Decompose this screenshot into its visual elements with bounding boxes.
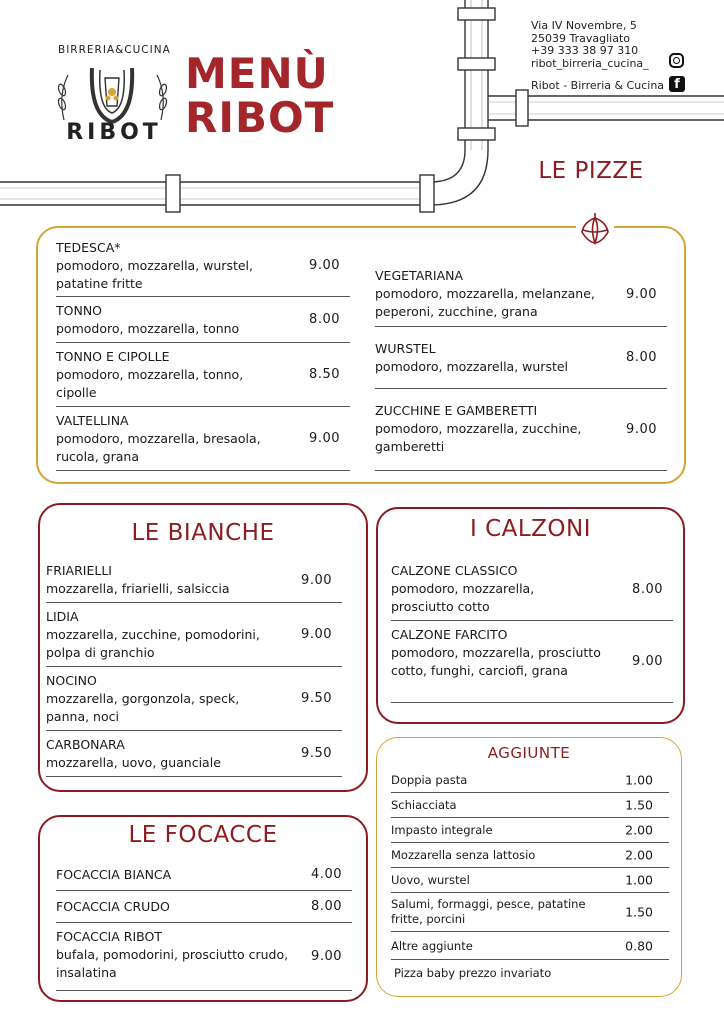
artichoke-icon — [576, 210, 614, 246]
focacce-list — [56, 860, 352, 996]
bianche-list — [46, 560, 342, 780]
focacce-title: LE FOCACCE — [128, 822, 278, 848]
list-item: FRIARIELLI mozzarella, friarielli, salsiccia 9.00 — [46, 560, 342, 603]
aggiunte-note: Pizza baby prezzo invariato — [394, 966, 552, 980]
address-line1: Via IV Novembre, 5 — [531, 19, 637, 32]
list-item: TONNO E CIPOLLE pomodoro, mozzarella, tonno, cipolle 8.50 — [56, 344, 350, 407]
calzoni-list — [391, 560, 673, 710]
list-item: CALZONE FARCITO pomodoro, mozzarella, prosciutto cotto, funghi, carciofi, grana 9.00 — [391, 622, 673, 703]
list-item: FOCACCIA RIBOT bufala, pomodorini, prosciutto crudo, insalatina 9.00 — [56, 924, 352, 991]
list-item: CALZONE CLASSICO pomodoro, mozzarella, prosciutto cotto 8.00 — [391, 560, 673, 621]
list-item: Mozzarella senza lattosio 2.00 — [391, 843, 669, 868]
pizze-left-column — [56, 236, 350, 472]
instagram-icon[interactable] — [669, 53, 684, 68]
logo-bottom-text: RIBOT — [66, 120, 162, 145]
list-item: Impasto integrale 2.00 — [391, 818, 669, 843]
pizze-right-column — [375, 264, 667, 472]
calzoni-title: I CALZONI — [469, 516, 592, 542]
list-item: WURSTEL pomodoro, mozzarella, wurstel 8.00 — [375, 328, 667, 389]
facebook-icon[interactable]: f — [669, 76, 685, 92]
aggiunte-list — [391, 768, 669, 990]
contact-block — [531, 20, 721, 96]
list-item: Salumi, formaggi, pesce, patatine fritte, porcini 1.50 — [391, 893, 669, 932]
address-line2: 25039 Travagliato — [531, 31, 630, 45]
logo-top-text: BIRRERIA&CUCINA — [58, 44, 171, 56]
list-item: Uovo, wurstel 1.00 — [391, 868, 669, 893]
aggiunte-title: AGGIUNTE — [487, 744, 571, 762]
pizze-title: LE PIZZE — [538, 158, 644, 184]
list-item: FOCACCIA BIANCA 4.00 — [56, 860, 352, 891]
list-item: LIDIA mozzarella, zucchine, pomodorini, polpa di granchio 9.00 — [46, 604, 342, 667]
bianche-title: LE BIANCHE — [131, 520, 275, 546]
list-item: VEGETARIANA pomodoro, mozzarella, melanzane, peperoni, zucchine, grana 9.00 — [375, 264, 667, 327]
list-item: CARBONARA mozzarella, uovo, guanciale 9.50 — [46, 732, 342, 777]
list-item: VALTELLINA pomodoro, mozzarella, bresaola, rucola, grana 9.00 — [56, 408, 350, 471]
list-item: TEDESCA* pomodoro, mozzarella, wurstel, patatine fritte 9.00 — [56, 236, 350, 297]
list-item: NOCINO mozzarella, gorgonzola, speck, panna, noci 9.50 — [46, 668, 342, 731]
list-item: FOCACCIA CRUDO 8.00 — [56, 892, 352, 923]
list-item: TONNO pomodoro, mozzarella, tonno 8.00 — [56, 298, 350, 343]
list-item: Altre aggiunte 0.80 — [391, 932, 669, 960]
menu-title-line2: RIBOT — [185, 93, 335, 142]
phone-number[interactable]: +39 333 38 97 310 — [531, 44, 639, 57]
list-item: Doppia pasta 1.00 — [391, 768, 669, 793]
menu-title-line1: MENÙ — [185, 49, 329, 98]
list-item: Schiacciata 1.50 — [391, 793, 669, 818]
instagram-handle[interactable]: ribot_birreria_cucina_ — [531, 56, 649, 70]
list-item: ZUCCHINE E GAMBERETTI pomodoro, mozzarella, zucchine, gamberetti 9.00 — [375, 390, 667, 471]
facebook-name[interactable]: Ribot - Birreria & Cucina — [531, 78, 665, 92]
